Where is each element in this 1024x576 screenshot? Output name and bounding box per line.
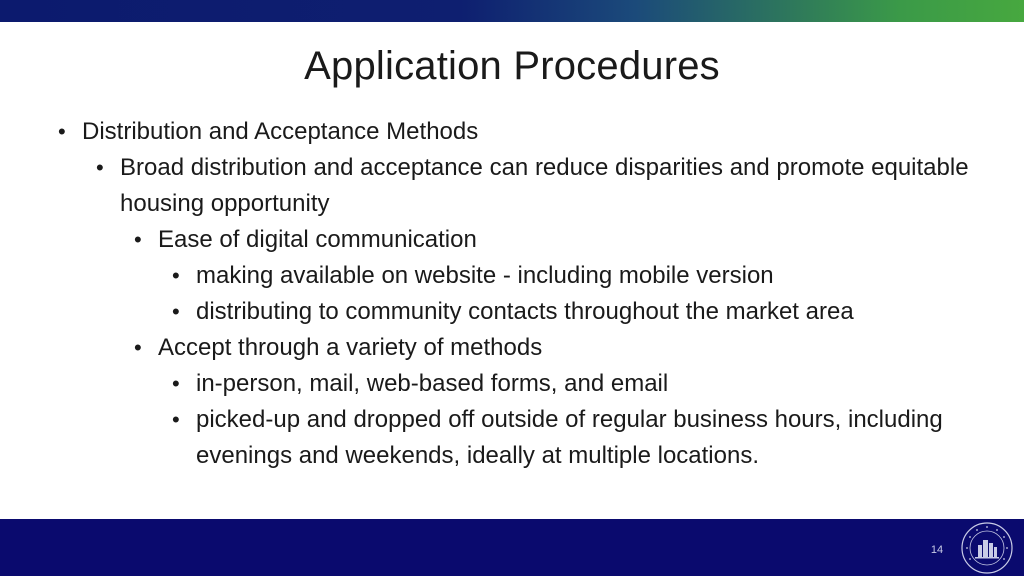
bullet-text: Distribution and Acceptance Methods [82,118,479,145]
slide-title: Application Procedures [304,44,720,88]
bullet-text: Accept through a variety of methods [158,334,543,361]
bullet-text: in-person, mail, web-based forms, and email [196,370,669,397]
bullet-item [58,114,1002,150]
bullet-icon: • [58,119,66,144]
bullet-item [96,150,1000,222]
bullet-text: Broad distribution and acceptance can reduce disparities and promote equitable housing opportunity [120,154,969,217]
bullet-item [172,402,966,474]
bullet-text: distributing to community contacts throughout the market area [196,298,854,325]
bullet-icon: • [172,299,180,324]
bullet-icon: • [172,407,180,432]
bottom-footer-band [0,519,1024,576]
page-number: 14 [930,544,944,556]
bullet-item [172,294,996,330]
hud-seal-icon [956,519,1018,576]
bullet-item [134,330,998,366]
bullet-list [0,114,1024,504]
bullet-icon: • [134,335,142,360]
bullet-icon: • [134,227,142,252]
bullet-text: Ease of digital communication [158,226,477,253]
bullet-icon: • [96,155,104,180]
bullet-text: picked-up and dropped off outside of regular business hours, including evenings and weekends, ideally at multiple locations. [196,406,943,469]
bullet-icon: • [172,263,180,288]
bullet-icon: • [172,371,180,396]
bullet-text: making available on website - including mobile version [196,262,774,289]
bullet-item [172,258,996,294]
top-accent-band [0,0,1024,22]
bullet-item [134,222,998,258]
bullet-item [172,366,996,402]
